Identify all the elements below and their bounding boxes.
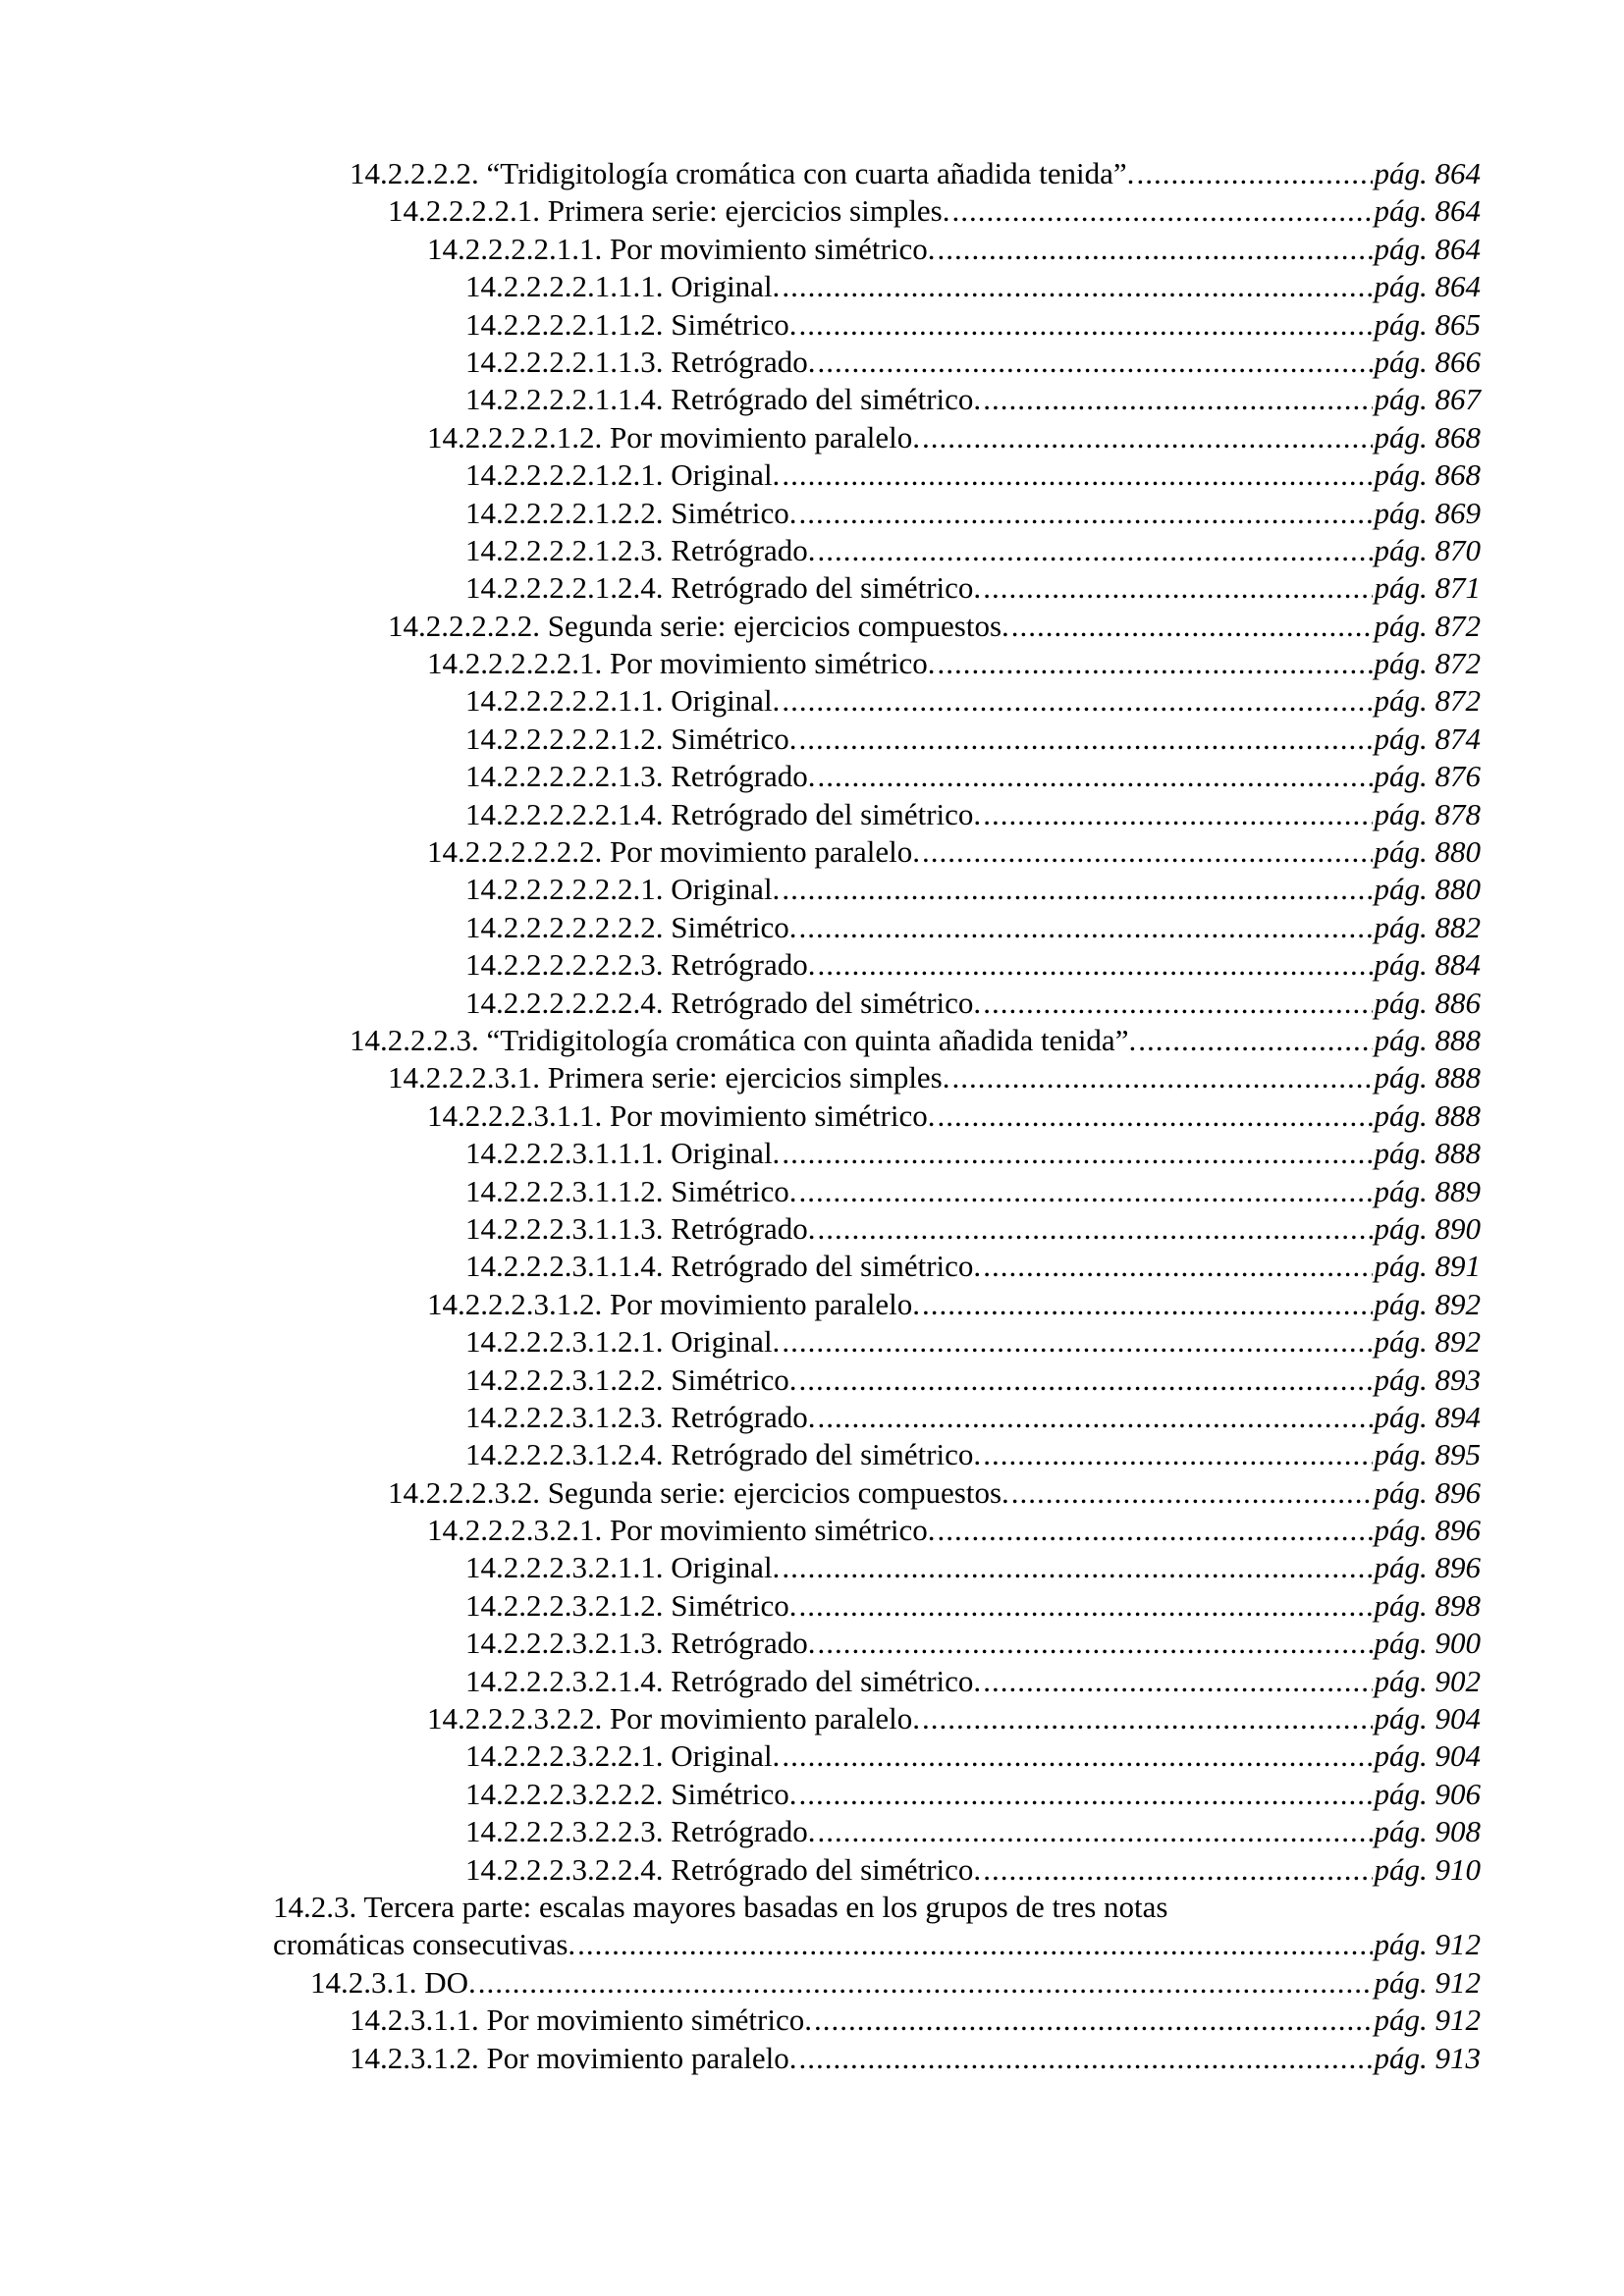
dot-leader [952,1059,1373,1096]
toc-entry-row [465,456,1481,494]
toc-entry-title: 14.2.2.2.3.1.1.2. Simétrico. [465,1173,797,1208]
toc-entry[interactable] [0,1964,1624,2002]
dot-leader [983,796,1372,833]
toc-entry-row [465,909,1481,946]
dot-leader [1011,1474,1373,1512]
dot-leader [799,306,1373,344]
toc-entry[interactable] [0,1512,1624,1549]
toc-entry[interactable] [0,532,1624,569]
toc-entry[interactable] [0,381,1624,418]
toc-entry[interactable] [0,268,1624,305]
toc-entry[interactable] [0,1737,1624,1775]
toc-entry[interactable] [0,833,1624,871]
toc-page-number: pág. 889 [1374,1173,1481,1208]
toc-entry-row [427,645,1481,682]
toc-entry-row [465,1625,1481,1662]
toc-page-number: pág. 898 [1374,1587,1481,1623]
dot-leader [577,1926,1372,1963]
toc-entry-title: 14.2.2.2.2.1.1. Por movimiento simétrico. [427,231,936,266]
dot-leader [782,682,1372,720]
toc-page-number: pág. 896 [1374,1550,1481,1585]
toc-entry-title: 14.2.2.2.3. “Tridigitología cromática con quinta añadida tenida”. [350,1022,1137,1057]
toc-entry[interactable] [0,1474,1624,1512]
toc-entry-row [465,682,1481,720]
toc-entry[interactable] [0,1663,1624,1700]
dot-leader [817,344,1372,381]
toc-entry-row [273,1926,1481,1963]
dot-leader [922,419,1373,456]
toc-entry-row [350,2040,1481,2077]
toc-entry-row [465,1362,1481,1399]
toc-entry-title: 14.2.2.2.2.1.2.1. Original. [465,457,781,493]
toc-page-number: pág. 886 [1374,985,1481,1020]
dot-leader [817,1813,1372,1850]
toc-page-number: pág. 912 [1374,1927,1481,1962]
toc-entry-title: 14.2.2.2.3.2.1. Por movimiento simétrico. [427,1513,936,1548]
toc-entry-title: 14.2.2.2.2.1.1.3. Retrógrado. [465,344,816,379]
toc-entry-title: 14.2.2.2.3.2. Segunda serie: ejercicios compuestos. [388,1474,1009,1510]
toc-entry-row [350,155,1481,192]
toc-entry[interactable] [0,2002,1624,2039]
toc-page-number: pág. 866 [1374,344,1481,379]
toc-entry-row [465,1173,1481,1210]
toc-page-number: pág. 896 [1374,1513,1481,1548]
toc-entry-row [427,419,1481,456]
toc-entry-row [388,1474,1481,1512]
toc-page-number: pág. 888 [1374,1022,1481,1057]
toc-entry-title: 14.2.2.2.2. “Tridigitología cromática con cuarta añadida tenida”. [350,156,1135,190]
dot-leader [782,456,1372,494]
dot-leader [1138,1022,1372,1059]
toc-entry-title: 14.2.2.2.3.2.1.2. Simétrico. [465,1587,797,1623]
toc-entry[interactable] [0,1399,1624,1436]
toc-entry-row [388,608,1481,645]
toc-entry[interactable] [0,1851,1624,1889]
dot-leader [938,1512,1373,1549]
dot-leader [983,381,1372,418]
toc-entry-row [465,1323,1481,1361]
toc-entry[interactable] [0,306,1624,344]
toc-entry-row [465,268,1481,305]
toc-entry-title: 14.2.2.2.2.2.1.1. Original. [465,683,781,719]
toc-entry-row [465,1776,1481,1813]
toc-entry-title: 14.2.2.2.2.1.1.1. Original. [465,269,781,304]
toc-entry-title: 14.2.2.2.3.2.1.4. Retrógrado del simétrico. [465,1663,982,1698]
toc-entry-title: 14.2.2.2.2.1.1.4. Retrógrado del simétrico. [465,382,982,417]
toc-page-number: pág. 868 [1374,419,1481,454]
toc-page-number: pág. 870 [1374,532,1481,567]
toc-entry-title: 14.2.2.2.3.1.2.2. Simétrico. [465,1362,797,1397]
dot-leader [782,1549,1372,1586]
toc-entry-title: 14.2.2.2.3.1.2.4. Retrógrado del simétrico. [465,1437,982,1472]
dot-leader [922,1286,1373,1323]
toc-page-number: pág. 888 [1374,1060,1481,1095]
toc-entry-row [427,1097,1481,1135]
toc-entry[interactable] [0,155,1624,192]
toc-entry-row [465,796,1481,833]
toc-entry-title: 14.2.2.2.2.1.2.2. Simétrico. [465,495,797,530]
dot-leader [1011,608,1373,645]
dot-leader [799,721,1373,758]
toc-entry-title: 14.2.2.2.2.1.2. Por movimiento paralelo. [427,419,920,454]
toc-entry-row [465,1210,1481,1248]
toc-entry[interactable] [0,1286,1624,1323]
toc-entry-row [465,569,1481,607]
toc-page-number: pág. 900 [1374,1626,1481,1661]
toc-entry[interactable] [0,796,1624,833]
toc-page-number: pág. 880 [1374,872,1481,907]
toc-page-number: pág. 872 [1374,646,1481,681]
toc-page-number: pág. 902 [1374,1663,1481,1698]
toc-entry[interactable] [0,1097,1624,1135]
toc-entry-row [427,833,1481,871]
toc-page-number: pág. 894 [1374,1399,1481,1434]
toc-entry-title: 14.2.2.2.3.1.1.1. Original. [465,1136,781,1171]
toc-entry[interactable] [0,645,1624,682]
toc-entry[interactable] [0,909,1624,946]
dot-leader [817,758,1372,795]
dot-leader [817,532,1372,569]
toc-page-number: pág. 878 [1374,796,1481,831]
toc-entry-title: 14.2.3.1.2. Por movimiento paralelo. [350,2040,797,2075]
toc-entry-title: 14.2.2.2.2.1.2.3. Retrógrado. [465,532,816,567]
dot-leader [782,268,1372,305]
toc-page-number: pág. 871 [1374,570,1481,606]
toc-entry-row [310,1964,1481,2002]
toc-page-number: pág. 912 [1374,1964,1481,2000]
toc-entry-title: 14.2.3.1.1. Por movimiento simétrico. [350,2002,812,2038]
dot-leader [938,231,1373,268]
dot-leader [799,1362,1373,1399]
toc-entry[interactable] [0,1135,1624,1172]
toc-entry-row [465,1813,1481,1850]
toc-entry-row [465,381,1481,418]
toc-entry-title: 14.2.2.2.2.2.2.2. Simétrico. [465,909,797,944]
toc-entry[interactable] [0,871,1624,908]
toc-entry-title: 14.2.2.2.2.2.2.4. Retrógrado del simétrico. [465,985,982,1020]
toc-entry-title: 14.2.2.2.2.1.2.4. Retrógrado del simétrico. [465,570,982,606]
dot-leader [798,2040,1372,2077]
table-of-contents [0,155,1624,2077]
toc-page-number: pág. 872 [1374,608,1481,643]
dot-leader [952,192,1373,230]
toc-entry[interactable] [0,1210,1624,1248]
toc-entry[interactable] [0,569,1624,607]
toc-entry[interactable] [0,1813,1624,1850]
toc-entry[interactable] [0,985,1624,1022]
toc-page-number: pág. 912 [1374,2002,1481,2038]
toc-entry[interactable] [0,1436,1624,1473]
toc-page-number: pág. 913 [1374,2040,1481,2075]
dot-leader [983,1248,1372,1285]
toc-entry-row [465,306,1481,344]
toc-page-number: pág. 864 [1374,269,1481,304]
toc-entry-row [465,1248,1481,1285]
toc-page-number: pág. 884 [1374,947,1481,983]
toc-entry-row [388,1059,1481,1096]
dot-leader [983,1436,1372,1473]
toc-entry-title: 14.2.2.2.3.2.1.3. Retrógrado. [465,1626,816,1661]
dot-leader [983,1663,1372,1700]
toc-entry-title: 14.2.2.2.3.1.2.3. Retrógrado. [465,1399,816,1434]
toc-entry-title: 14.2.2.2.3.1.1.4. Retrógrado del simétrico. [465,1249,982,1284]
dot-leader [782,1323,1372,1361]
toc-entry[interactable] [0,608,1624,645]
dot-leader [478,1964,1373,2002]
toc-entry[interactable] [0,456,1624,494]
toc-entry[interactable] [0,946,1624,984]
toc-page-number: pág. 864 [1374,193,1481,229]
dot-leader [922,833,1373,871]
dot-leader [938,645,1373,682]
toc-page-number: pág. 882 [1374,909,1481,944]
toc-page-number: pág. 864 [1374,156,1481,190]
toc-page-number: pág. 864 [1374,231,1481,266]
toc-entry-title: 14.2.2.2.3.1.2. Por movimiento paralelo. [427,1286,920,1321]
toc-page-number: pág. 865 [1374,306,1481,342]
toc-entry-row [465,1851,1481,1889]
toc-entry-title: 14.2.3.1. DO. [310,1964,476,2000]
toc-entry[interactable] [0,1173,1624,1210]
toc-page-number: pág. 896 [1374,1474,1481,1510]
toc-page-number: pág. 868 [1374,457,1481,493]
toc-entry[interactable] [0,1700,1624,1737]
toc-entry-title: 14.2.2.2.2.2.1.3. Retrógrado. [465,759,816,794]
toc-page-number: pág. 910 [1374,1851,1481,1887]
toc-entry-row [427,231,1481,268]
toc-entry-row [427,1286,1481,1323]
toc-entry-row [465,721,1481,758]
toc-page-number: pág. 904 [1374,1738,1481,1774]
toc-entry-title: 14.2.2.2.3.1. Primera serie: ejercicios simples. [388,1060,950,1095]
toc-entry-row [465,758,1481,795]
dot-leader [814,2002,1373,2039]
toc-entry[interactable] [0,1059,1624,1096]
dot-leader [799,495,1373,532]
toc-entry[interactable] [0,1625,1624,1662]
toc-entry[interactable] [0,1323,1624,1361]
toc-entry[interactable] [0,419,1624,456]
toc-entry-title: 14.2.2.2.2.2.1.4. Retrógrado del simétrico. [465,796,982,831]
toc-entry-row [465,344,1481,381]
toc-page-number: pág. 872 [1374,683,1481,719]
toc-entry-title: 14.2.2.2.2.2. Segunda serie: ejercicios compuestos. [388,608,1009,643]
toc-entry-row [388,192,1481,230]
toc-entry-row [465,1399,1481,1436]
toc-entry-title: 14.2.2.2.2.2.2.1. Original. [465,872,781,907]
dot-leader [817,946,1372,984]
toc-page-number: pág. 876 [1374,759,1481,794]
toc-page-number: pág. 908 [1374,1814,1481,1849]
toc-entry[interactable] [0,231,1624,268]
toc-page-number: pág. 906 [1374,1776,1481,1811]
toc-page-number: pág. 895 [1374,1437,1481,1472]
toc-entry[interactable] [0,1587,1624,1625]
toc-entry-title: 14.2.2.2.3.2.2. Por movimiento paralelo. [427,1701,920,1736]
toc-entry-row [465,532,1481,569]
toc-entry-row [465,871,1481,908]
toc-entry[interactable] [0,1889,1624,1926]
toc-entry-row [427,1700,1481,1737]
toc-entry-title: 14.2.2.2.2.2.2.3. Retrógrado. [465,947,816,983]
dot-leader [1136,155,1372,192]
dot-leader [799,1776,1373,1813]
dot-leader [983,1851,1372,1889]
toc-entry-row [465,985,1481,1022]
toc-entry[interactable] [0,495,1624,532]
toc-entry-row [465,1663,1481,1700]
dot-leader [817,1399,1372,1436]
toc-entry-row [350,2002,1481,2039]
toc-entry-title: 14.2.2.2.2.1.1.2. Simétrico. [465,306,797,342]
toc-entry[interactable] [0,1248,1624,1285]
toc-entry-title: 14.2.2.2.3.1.1.3. Retrógrado. [465,1210,816,1246]
toc-page-number: pág. 890 [1374,1210,1481,1246]
toc-entry[interactable] [0,1362,1624,1399]
toc-entry[interactable] [0,1022,1624,1059]
toc-entry-title: cromáticas consecutivas. [273,1927,576,1962]
toc-entry-title: 14.2.2.2.3.2.2.4. Retrógrado del simétrico. [465,1851,982,1887]
toc-entry-row [465,495,1481,532]
toc-entry-row [465,1587,1481,1625]
toc-entry[interactable] [0,1549,1624,1586]
toc-entry-title: 14.2.2.2.2.2.1. Por movimiento simétrico. [427,646,936,681]
dot-leader [817,1210,1372,1248]
dot-leader [817,1625,1372,1662]
toc-entry-title: 14.2.2.2.2.1. Primera serie: ejercicios simples. [388,193,950,229]
toc-page-number: pág. 893 [1374,1362,1481,1397]
toc-entry[interactable] [0,1776,1624,1813]
toc-page-number: pág. 891 [1374,1249,1481,1284]
toc-page-number: pág. 869 [1374,495,1481,530]
toc-page-number: pág. 904 [1374,1701,1481,1736]
dot-leader [799,909,1373,946]
toc-page-number: pág. 867 [1374,382,1481,417]
toc-page-number: pág. 888 [1374,1097,1481,1133]
toc-entry-title: 14.2.2.2.2.2.2. Por movimiento paralelo. [427,834,920,870]
toc-entry-title: 14.2.2.2.3.1.2.1. Original. [465,1324,781,1360]
toc-entry-title: 14.2.2.2.2.2.1.2. Simétrico. [465,721,797,756]
dot-leader [938,1097,1373,1135]
toc-page-number: pág. 892 [1374,1324,1481,1360]
toc-entry-title: 14.2.2.2.3.2.2.2. Simétrico. [465,1776,797,1811]
dot-leader [782,871,1372,908]
toc-entry-row [427,1512,1481,1549]
toc-entry[interactable] [0,758,1624,795]
toc-entry[interactable] [0,1926,1624,1963]
toc-entry[interactable] [0,682,1624,720]
toc-entry-row [465,1135,1481,1172]
toc-entry-row [465,1737,1481,1775]
dot-leader [782,1737,1372,1775]
dot-leader [983,569,1372,607]
toc-page-number: pág. 874 [1374,721,1481,756]
dot-leader [782,1135,1372,1172]
toc-entry[interactable] [0,344,1624,381]
toc-page-number: pág. 888 [1374,1136,1481,1171]
toc-entry-title: 14.2.2.2.3.2.2.1. Original. [465,1738,781,1774]
toc-entry-title: 14.2.2.2.3.2.1.1. Original. [465,1550,781,1585]
toc-entry-title: 14.2.2.2.3.1.1. Por movimiento simétrico. [427,1097,936,1133]
dot-leader [922,1700,1373,1737]
toc-page-number: pág. 880 [1374,834,1481,870]
toc-entry[interactable] [0,2040,1624,2077]
toc-entry-row [465,1549,1481,1586]
toc-page-number: pág. 892 [1374,1286,1481,1321]
toc-entry-title: 14.2.2.2.3.2.2.3. Retrógrado. [465,1814,816,1849]
dot-leader [983,985,1372,1022]
toc-entry[interactable] [0,192,1624,230]
dot-leader [799,1587,1373,1625]
toc-entry[interactable] [0,721,1624,758]
dot-leader [799,1173,1373,1210]
toc-entry-row [465,946,1481,984]
toc-entry-row [350,1022,1481,1059]
toc-entry-row [465,1436,1481,1473]
toc-entry-title: 14.2.3. Tercera parte: escalas mayores basadas en los grupos de tres notas [273,1889,1168,1924]
